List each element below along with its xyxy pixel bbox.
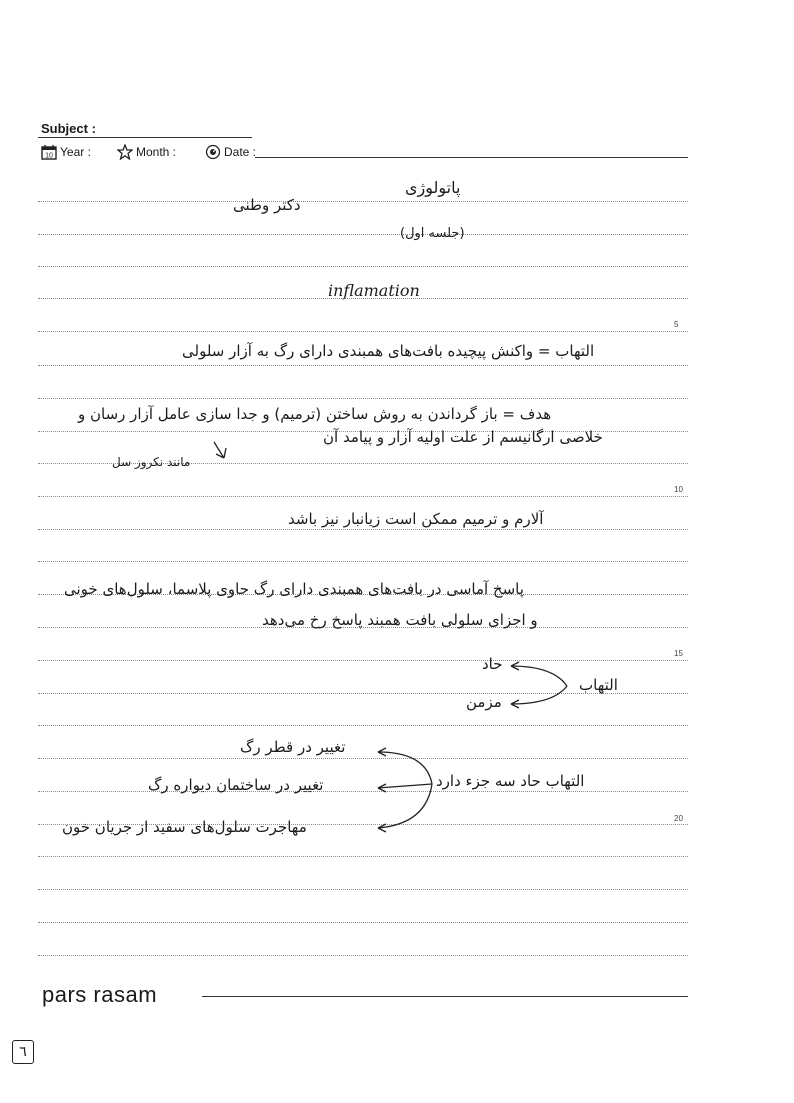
rule-line: [38, 660, 688, 661]
rule-line: [38, 496, 688, 497]
note-alarm: آلارم و ترمیم ممکن است زیانبار نیز باشد: [288, 510, 544, 528]
note-topic: inflamation: [328, 281, 420, 300]
rule-line: [38, 922, 688, 923]
line-number: 5: [674, 320, 679, 329]
rule-line: [38, 725, 688, 726]
rule-line: [38, 529, 688, 530]
month-field: [117, 144, 176, 160]
note-acute-item2: تغییر در ساختمان دیواره رگ: [148, 776, 324, 794]
note-acute-item1: تغییر در قطر رگ: [240, 738, 346, 756]
rule-line: [38, 201, 688, 202]
note-response-line2: و اجزای سلولی بافت همبند پاسخ رخ می‌دهد: [262, 611, 538, 629]
rule-line: [38, 856, 688, 857]
rule-line: [38, 561, 688, 562]
line-number: 20: [674, 814, 683, 823]
rule-line: [38, 266, 688, 267]
note-acute-label: التهاب حاد سه جزء دارد: [436, 772, 585, 790]
line-number: 10: [674, 485, 683, 494]
sun-clock-icon: [205, 144, 221, 160]
month-label: Month :: [136, 145, 177, 159]
date-field: [205, 144, 256, 160]
rule-line: [38, 331, 688, 332]
subject-line: [38, 137, 252, 138]
note-purpose-line2: خلاصی ارگانیسم از علت اولیه آزار و پیامد آن: [323, 428, 603, 446]
header-underline: [255, 157, 688, 158]
date-label: Date :: [224, 145, 257, 159]
note-title: پاتولوژی: [405, 178, 461, 197]
rule-line: [38, 758, 688, 759]
calendar-icon-number: 10: [45, 152, 53, 160]
note-acute-item3: مهاجرت سلول‌های سفید از جریان خون: [62, 818, 307, 836]
rule-line: [38, 234, 688, 235]
subject-label: Subject :: [41, 121, 96, 136]
brand-logo: pars rasam: [42, 982, 158, 1007]
arrow-down-icon: [210, 440, 240, 462]
note-types-label: التهاب: [579, 676, 618, 694]
rule-line: [38, 889, 688, 890]
year-field: [41, 144, 91, 160]
rule-line: [38, 365, 688, 366]
calendar-icon: [41, 144, 57, 160]
rule-line: [38, 955, 688, 956]
note-purpose-footnote: مانند نکروز سل: [112, 455, 191, 469]
branch-arrows-icon: [505, 660, 575, 710]
brand-underline: [202, 996, 688, 997]
rule-line: [38, 791, 688, 792]
star-icon: [117, 144, 133, 160]
page-number: ٦: [12, 1040, 34, 1064]
bracket-arrows-icon: [370, 740, 440, 840]
line-number: 15: [674, 649, 683, 658]
note-type-chronic: مزمن: [466, 693, 502, 711]
rule-line: [38, 398, 688, 399]
year-label: Year :: [60, 145, 91, 159]
note-purpose-line1: هدف = باز گرداندن به روش ساختن (ترمیم) و جدا سازی عامل آزار رسان و: [78, 405, 552, 423]
note-author: دکتر وطنی: [233, 196, 301, 214]
note-type-acute: حاد: [482, 655, 503, 673]
note-response-line1: پاسخ آماسی در بافت‌های همبندی دارای رگ حاوی پلاسما، سلول‌های خونی: [64, 580, 524, 598]
note-definition: التهاب = واکنش پیچیده بافت‌های همبندی دارای رگ به آزار سلولی: [182, 342, 595, 360]
note-session: (جلسه اول): [400, 226, 465, 241]
